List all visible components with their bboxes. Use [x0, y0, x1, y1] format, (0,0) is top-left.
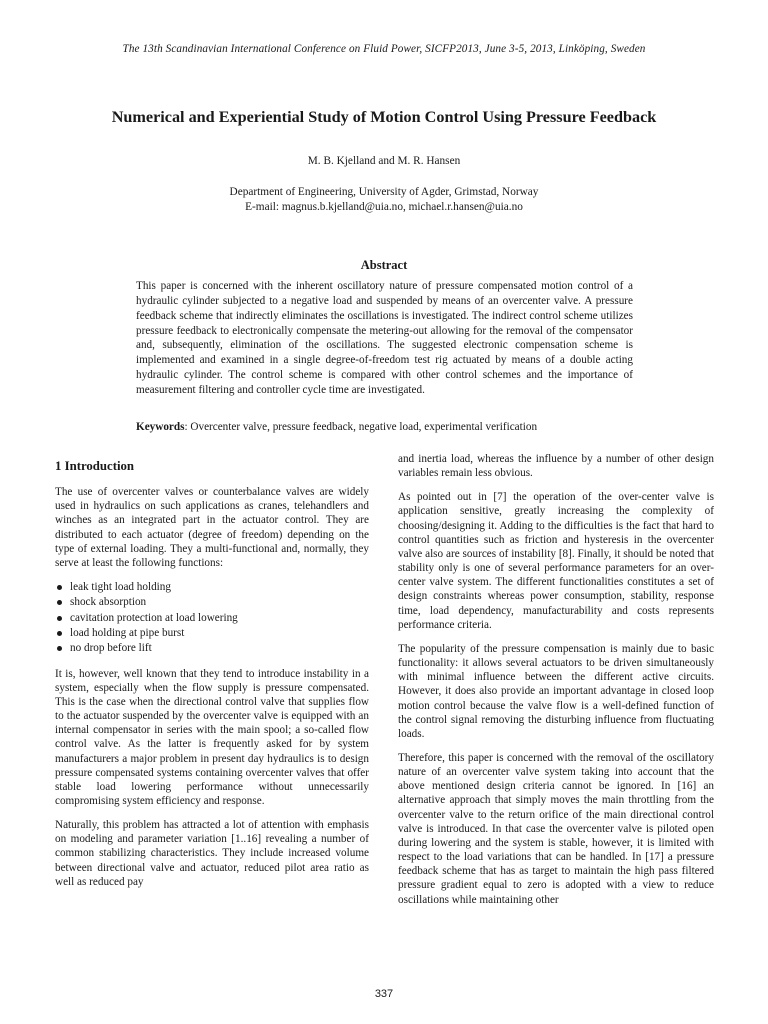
conference-header: The 13th Scandinavian International Conference on Fluid Power, SICFP2013, June 3-5, 2013, Linköping, Sweden: [122, 43, 646, 55]
list-item: load holding at pipe burst: [55, 626, 369, 641]
list-item: cavitation protection at load lowering: [55, 611, 369, 626]
right-paragraph-1: and inertia load, whereas the influence by a number of other design variables remain less obvious.: [398, 453, 714, 480]
right-paragraph-4: Therefore, this paper is concerned with the removal of the oscillatory nature of an overcenter valve system taking into account that the above mentioned design criteria cannot be ignored. In [16] an alternative approach that simply moves the main throttling from the overcenter valve to the return orifice of the main directional control valve is introduced. In that case the overcenter valve is piloted open during lowering and the system is stable, however, it is limited with respect to the load variations that can be handled. In [17] a pressure feedback scheme that has as target to maintain the high pass filtered pressure gradient equal to zero is adopted with a view to reduce oscillations while maintaining other: [398, 751, 714, 906]
keywords-label: Keywords: [136, 421, 185, 433]
keywords-text: : Overcenter valve, pressure feedback, negative load, experimental verification: [184, 421, 538, 433]
abstract-text: This paper is concerned with the inherent oscillatory nature of pressure compensated motion control of a hydraulic cylinder subjected to a negative load and suspended by means of an overcenter valve. A pressure feedback scheme that indirectly eliminates the oscillations is investigated. The indirect control scheme utilizes pressure feedback to electronically compensate the metering-out allowing for the removal of the compensator and, subsequently, elimination of the oscillations. The suggested electronic compensation scheme is implemented and examined in a single degree-of-freedom test rig actuated by means of a double acting hydraulic cylinder. The control scheme is compared with other control schemes and the importance of measurement filtering and controller cycle time are investigated.: [136, 280, 633, 396]
left-column: [55, 452, 369, 899]
email: E-mail: magnus.b.kjelland@uia.no, michael.r.hansen@uia.no: [245, 200, 523, 213]
function-list: [55, 580, 369, 656]
keywords: [136, 420, 633, 435]
authors: M. B. Kjelland and M. R. Hansen: [307, 155, 461, 167]
list-item: leak tight load holding: [55, 580, 369, 595]
intro-paragraph-3: Naturally, this problem has attracted a lot of attention with emphasis on modeling and parameter variation [1..16] revealing a number of common stabilizing characteristics. They include increased volume between directional valve and actuator, reduced pilot area ratio as well as reduced pay: [55, 819, 369, 888]
right-paragraph-3: The popularity of the pressure compensation is mainly due to basic functionality: it allows several actuators to be driven simultaneously with minimal influence between the different active circuits. However, it does also provide an important advantage in closed loop motion control because the valve flow is a well-defined function of the control signal removing the disturbing influence from fluctuating loads.: [398, 642, 714, 740]
section-heading-introduction: 1 Introduction: [55, 459, 135, 473]
abstract-heading: Abstract: [360, 258, 408, 272]
intro-paragraph-2: It is, however, well known that they tend to introduce instability in a system, especially when the flow supply is pressure compensated. This is the case when the directional control valve that supplies flow to the actuator suspended by the overcenter valve is equipped with an internal compensator in series with the main spool; a so-called flow control valve. As the latter is frequently asked for by system manufacturers a major problem in present day hydraulics is to design pressure compensated systems containing overcenter valves that offer stable load lowering performance without unnecessarily compromising system efficiency and response.: [55, 667, 369, 807]
right-column: [398, 452, 714, 917]
right-paragraph-2: As pointed out in [7] the operation of the over-center valve is application sensitive, greatly increasing the complexity of choosing/designing it. Adding to the difficulties is the fact that hard to control quantities such as friction and hysteresis in the overcenter valve also are sources of instability [8]. Finally, it should be noted that stability only is one of several performance parameters for an over-center valve system. The different functionalities constitutes a set of design constraints whereas power consumption, stability, response time, load dependency, manufacturability and costs represents performance criteria.: [398, 491, 714, 631]
page-number: 337: [374, 988, 394, 1000]
list-item: no drop before lift: [55, 641, 369, 656]
affiliation-block: [0, 185, 768, 214]
affiliation: Department of Engineering, University of Agder, Grimstad, Norway: [229, 186, 539, 198]
paper-title: Numerical and Experiential Study of Motion Control Using Pressure Feedback: [111, 108, 657, 126]
list-item: shock absorption: [55, 595, 369, 610]
intro-paragraph-1: The use of overcenter valves or counterbalance valves are widely used in hydraulics on such applications as cranes, telehandlers and winches as an integrated part in the actuator control. They are distributed to each actuator (degree of freedom) depending on the type of external loading. They a multi-functional and, normally, they serve at least the following functions:: [55, 486, 369, 569]
